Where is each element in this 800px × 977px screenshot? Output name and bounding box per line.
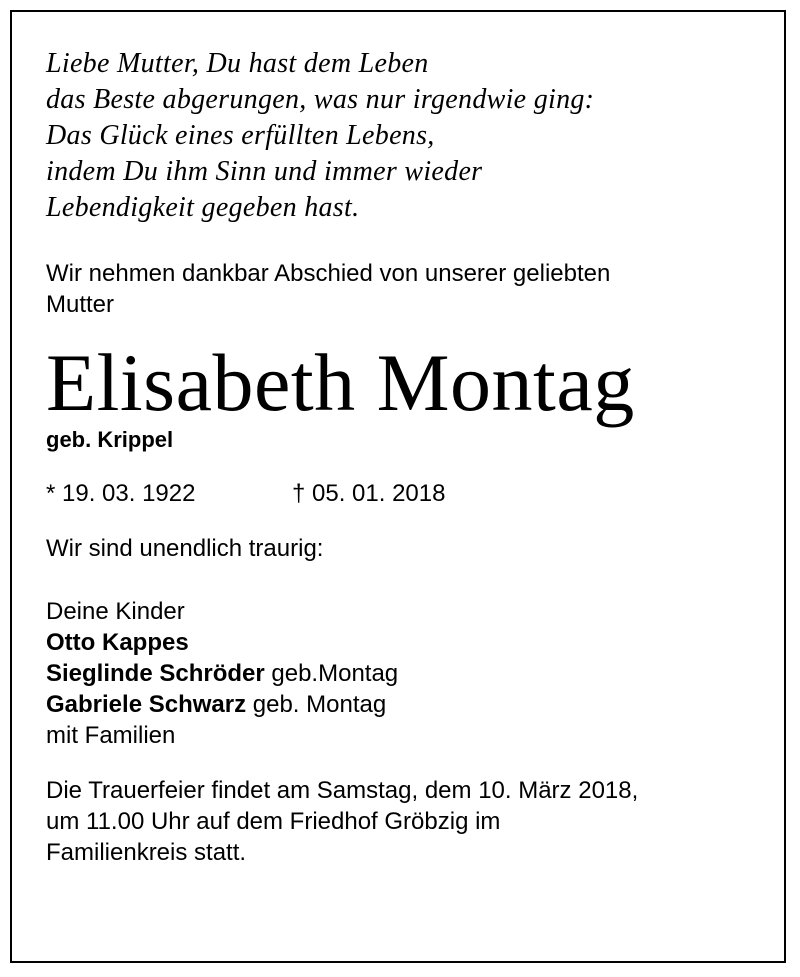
poem-line: Liebe Mutter, Du hast dem Leben: [46, 48, 429, 79]
poem-line: indem Du ihm Sinn und immer wieder: [46, 156, 483, 187]
maiden-name: geb. Krippel: [46, 427, 174, 452]
deceased-name: Elisabeth Montag: [46, 337, 635, 428]
family-member-name: Otto Kappes: [46, 629, 189, 656]
family-member-name: Sieglinde Schröder: [46, 660, 265, 687]
service-line: Familienkreis statt.: [46, 839, 247, 866]
obituary-notice: [46, 46, 766, 868]
memorial-poem: [46, 46, 766, 226]
family-member: [46, 658, 766, 689]
family-member-suffix: geb. Montag: [246, 691, 387, 718]
intro-text: [46, 258, 766, 320]
intro-line: Mutter: [46, 291, 115, 318]
poem-line: Das Glück eines erfüllten Lebens,: [46, 120, 435, 151]
service-line: um 11.00 Uhr auf dem Friedhof Gröbzig im: [46, 808, 501, 835]
poem-line: Lebendigkeit gegeben hast.: [46, 192, 360, 223]
sorrow-statement: Wir sind unendlich traurig:: [46, 535, 324, 562]
death-date: † 05. 01. 2018: [292, 480, 446, 507]
family-member-name: Gabriele Schwarz: [46, 691, 247, 718]
service-line: Die Trauerfeier findet am Samstag, dem 10. März 2018,: [46, 777, 639, 804]
family-member-suffix: geb.Montag: [264, 660, 399, 687]
life-dates: [46, 478, 766, 509]
intro-line: Wir nehmen dankbar Abschied von unserer geliebten: [46, 260, 611, 287]
birth-date: * 19. 03. 1922: [46, 480, 196, 507]
family-closing: mit Familien: [46, 722, 176, 749]
family-heading: Deine Kinder: [46, 598, 185, 625]
poem-line: das Beste abgerungen, was nur irgendwie ging:: [46, 84, 595, 115]
family-list: [46, 596, 766, 751]
family-member: [46, 627, 766, 658]
funeral-service-info: [46, 775, 766, 868]
family-member: [46, 689, 766, 720]
